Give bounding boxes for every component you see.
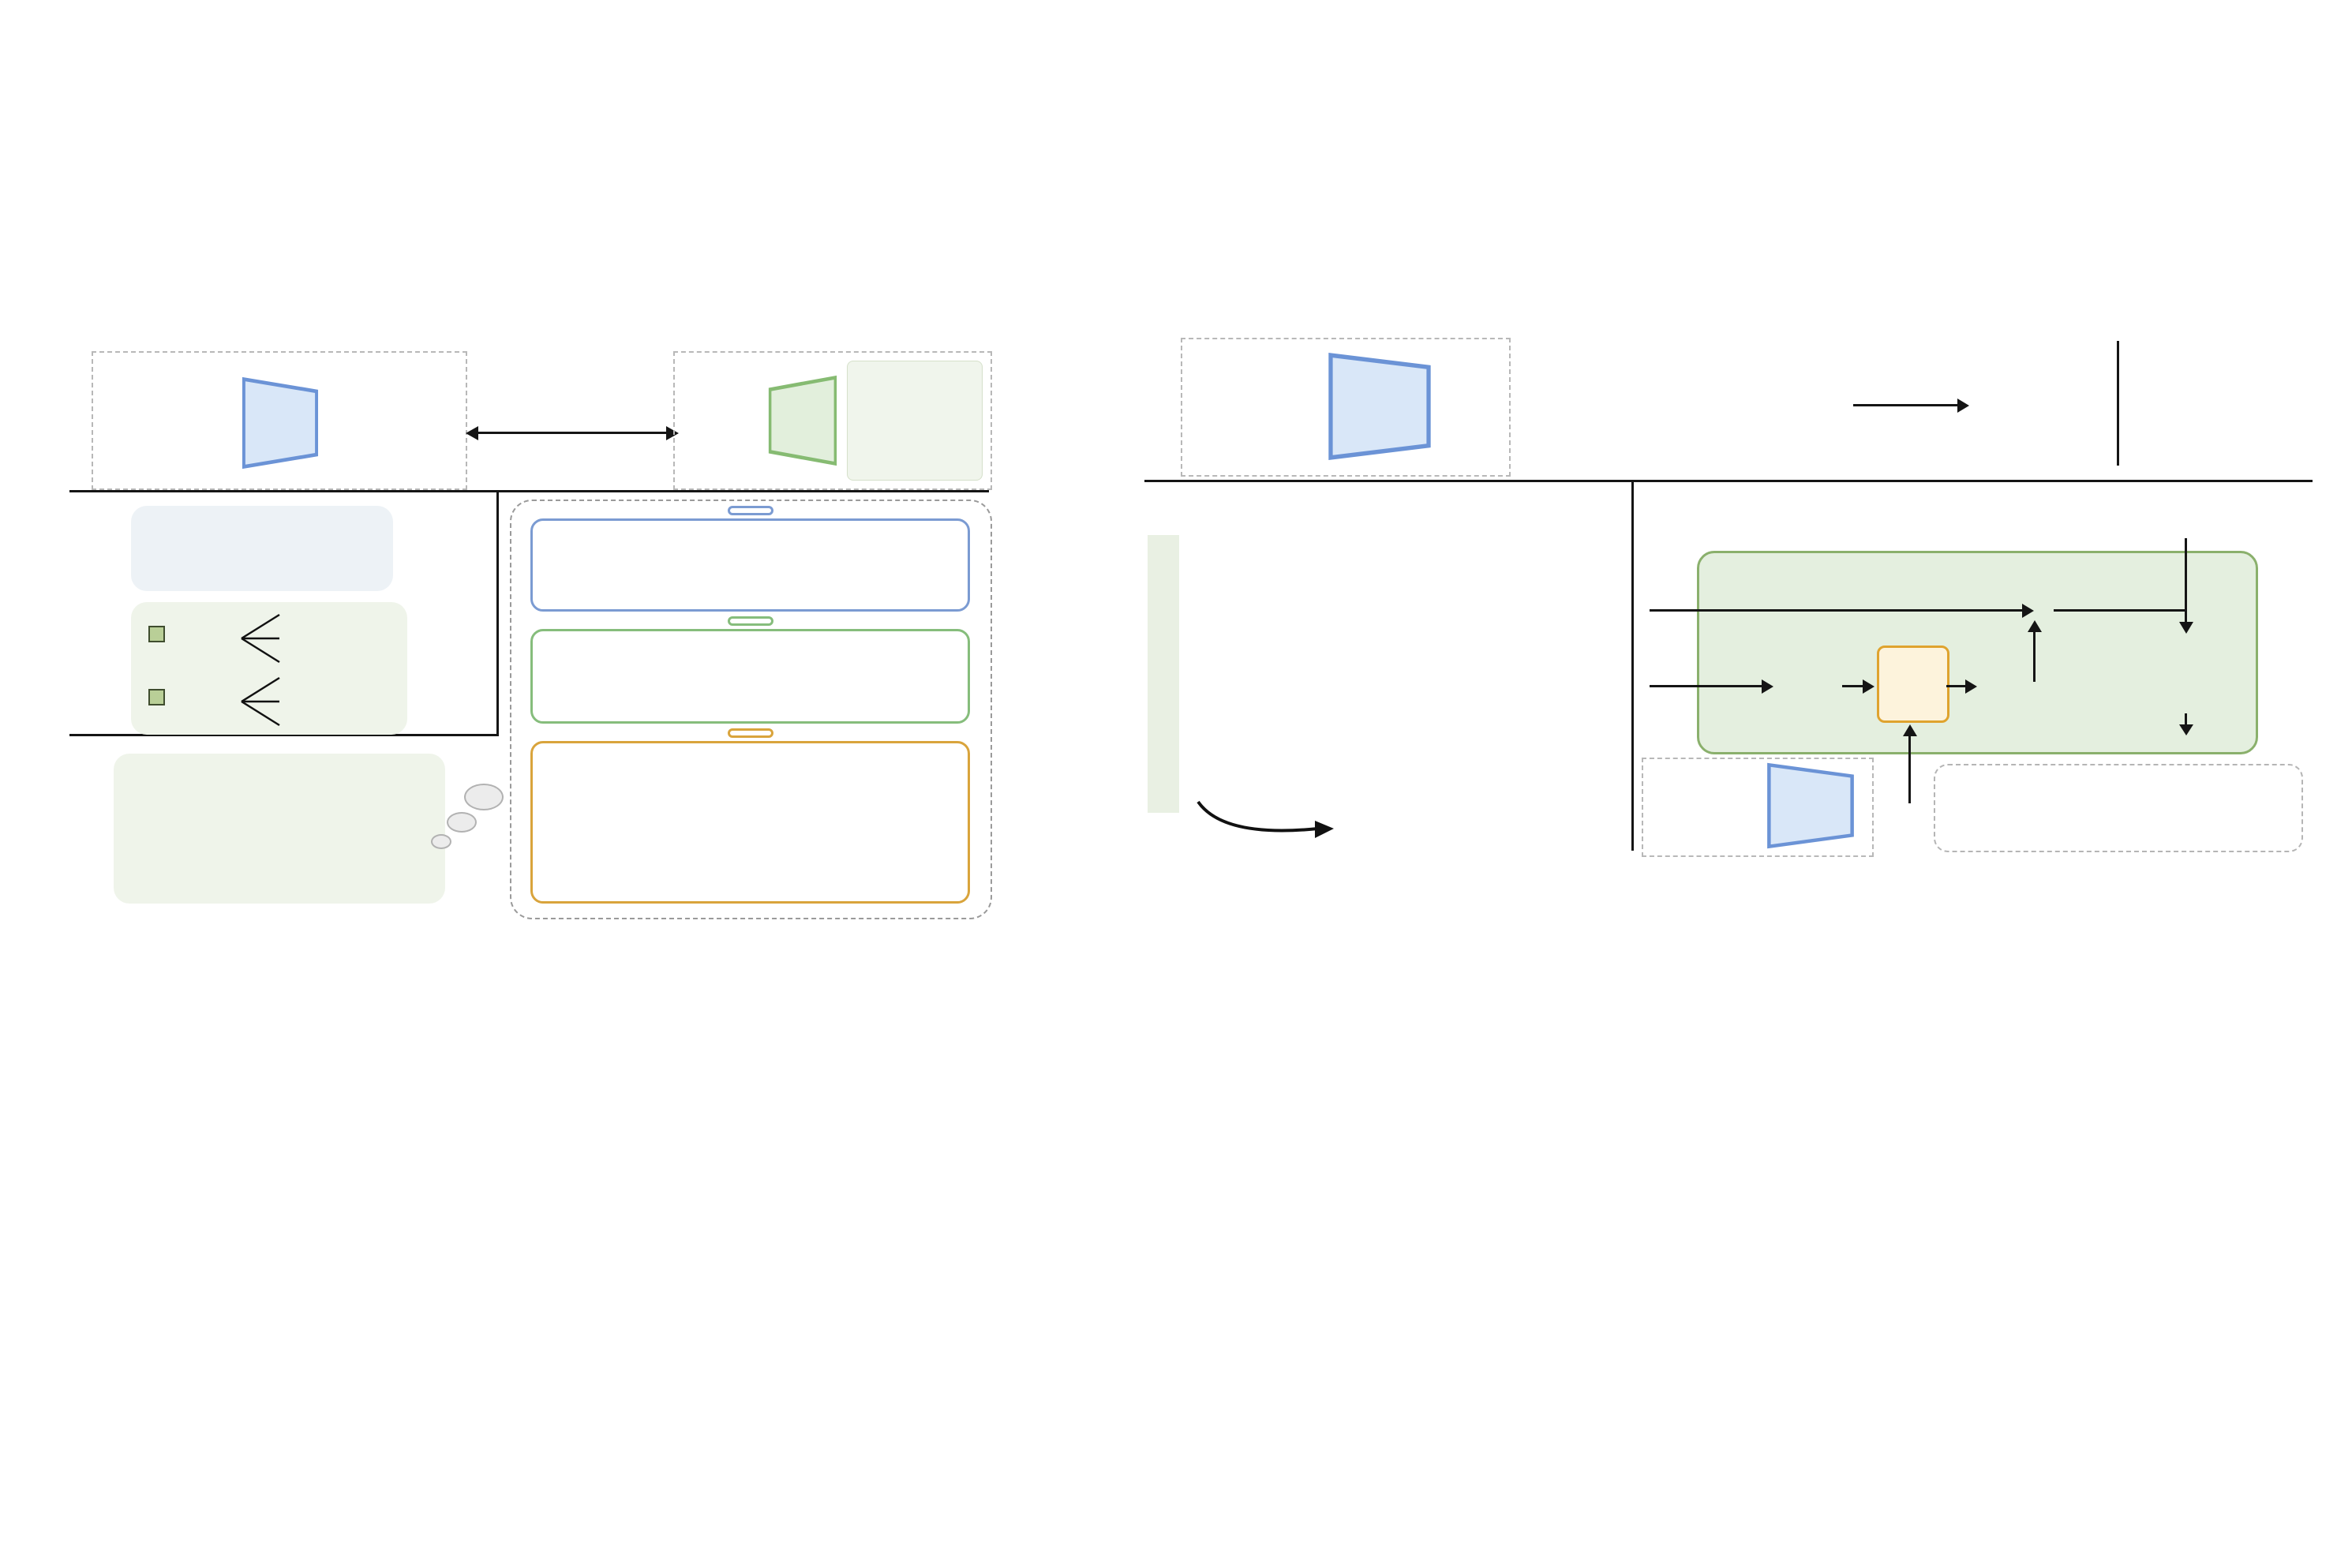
tp-labels (1534, 451, 1844, 472)
similarity-arrow (1853, 404, 1961, 406)
up-line (2033, 630, 2036, 682)
object-node (142, 689, 174, 705)
subject-node (142, 626, 174, 642)
fig2-input-box (1181, 338, 1511, 477)
curved-arrow-icon-2 (1433, 380, 1465, 406)
collab-box (530, 741, 970, 904)
fig1-divider-h1 (69, 490, 989, 492)
affirmative-row (1534, 355, 1844, 401)
f-img-s-label (1864, 805, 1865, 829)
projection-block (2145, 636, 2227, 712)
horse-rider-image-3 (1648, 762, 1758, 849)
persona-text (533, 521, 968, 538)
figure1 (69, 335, 993, 923)
thought-blob3 (431, 834, 451, 849)
image-encoder-block (242, 376, 319, 470)
ts-down-arrowhead-icon (2179, 622, 2193, 634)
arrowhead-left-icon (466, 426, 478, 440)
question-bubble (131, 506, 393, 591)
gpt-icon-2 (398, 840, 433, 875)
task-text (533, 631, 968, 647)
horse-rider-image (101, 362, 234, 477)
bar-axis (2117, 341, 2119, 466)
thought-blob2 (447, 812, 477, 833)
thought-blob1 (464, 784, 504, 810)
scene-descriptions-bubble (114, 754, 445, 904)
lin-kvq-arrowhead-icon (1863, 679, 1874, 694)
visual-embedding-bar (345, 396, 451, 473)
cls-bypass-line (1650, 609, 2027, 612)
linear-layer-block1 (1776, 641, 1841, 720)
object-square-icon (148, 689, 165, 705)
up-arrowhead-icon (2028, 620, 2042, 632)
llm-response-bubble (131, 602, 407, 735)
img-in-arrowhead-icon (1762, 679, 1773, 694)
subject-tree-lines (240, 608, 281, 667)
more-arrow (1192, 797, 1342, 841)
horse-rider-image-2 (1190, 347, 1321, 464)
collab-items (533, 743, 968, 759)
fig2-divider-h (1144, 480, 2313, 482)
fs-up-line (1908, 734, 1911, 803)
opposite-row (1534, 404, 1844, 450)
legend-box (1934, 764, 2303, 852)
ts-down-line (2185, 538, 2187, 625)
gpt-icon (90, 613, 123, 646)
curved-arrow-icon (324, 391, 358, 417)
cross-attention-block (1877, 646, 1949, 723)
text-encoder-block (768, 375, 837, 466)
classifier-grid (1534, 333, 1844, 473)
fig2-divider-v (1631, 480, 1634, 851)
similarity-arrowhead-icon (1957, 399, 1969, 413)
predicate-list (847, 361, 983, 481)
persona-identification-box (530, 518, 970, 612)
neurips-logo-dots-icon (1956, 25, 2094, 195)
collab-title (728, 728, 773, 738)
ta-labels (1534, 333, 1844, 354)
side-label-strip (1148, 535, 1179, 813)
visual-encoder-block (1766, 762, 1855, 849)
bypass-arrowhead-icon (2022, 604, 2034, 618)
fig1-divider-v (496, 490, 499, 736)
fig1-text-box (673, 351, 992, 490)
subject-square-icon (148, 626, 165, 642)
oplus-right-line (2054, 609, 2186, 612)
text-embedding-bar2 (681, 430, 761, 485)
double-arrow (474, 432, 669, 434)
neurips-logo (1956, 25, 2335, 199)
text-embedding-bar1 (681, 375, 761, 429)
fig1-visual-box (92, 351, 467, 490)
role-play-panel (510, 500, 992, 919)
figure2 (1144, 331, 2313, 856)
task-setup-box (530, 629, 970, 724)
persona-title (728, 506, 773, 515)
task-title (728, 616, 773, 626)
object-tree-lines (240, 672, 281, 730)
ts-bar (2140, 482, 2234, 538)
mva-encoder-block (1328, 352, 1432, 461)
img-in-line (1650, 685, 1766, 687)
fs-up-arrowhead-icon (1903, 724, 1917, 736)
kvq-lin2-arrowhead-icon (1965, 679, 1977, 694)
